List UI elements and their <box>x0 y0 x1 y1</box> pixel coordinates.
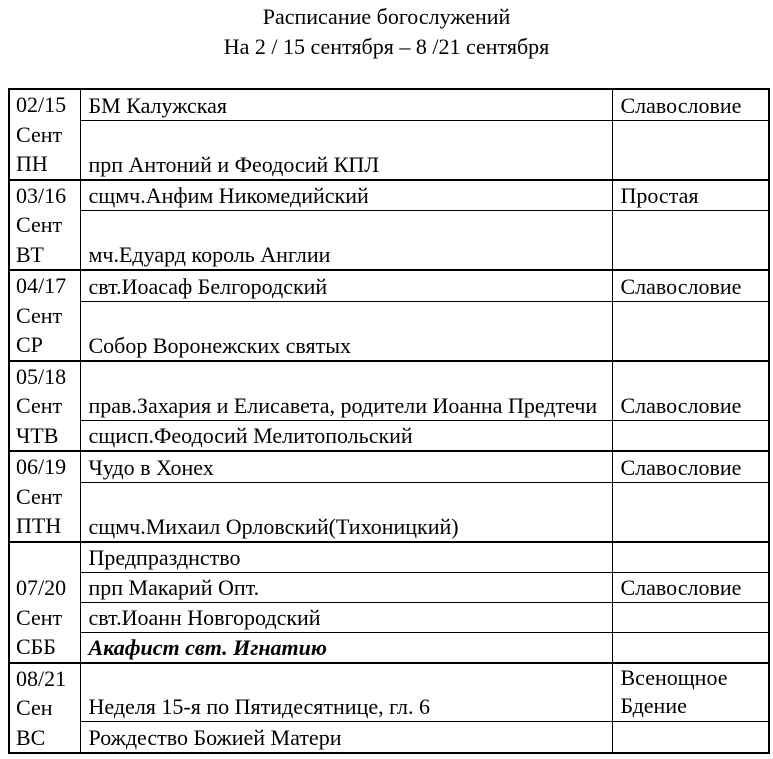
service-cell: Всенощное Бдение <box>612 663 769 722</box>
day-row <box>9 722 769 753</box>
day-weekday: ПН <box>16 151 48 176</box>
service-cell: Славословие <box>612 361 769 421</box>
feast-cell: свт.Иоасаф Белгородский <box>80 270 612 301</box>
feast-cell: Неделя 15-я по Пятидесятнице, гл. 6 <box>80 663 612 722</box>
feast-cell: сщмч.Анфим Никомедийский <box>80 180 612 211</box>
day-weekday: СР <box>16 332 43 357</box>
day-row <box>9 632 769 663</box>
day-date: 08/21 <box>16 665 67 691</box>
day-row <box>9 120 769 179</box>
feast-cell: БМ Калужская <box>80 89 612 120</box>
day-month: Сент <box>16 212 63 237</box>
day-weekday: ВТ <box>16 241 44 267</box>
day-row <box>9 180 769 211</box>
date-range-subtitle: На 2 / 15 сентября – 8 /21 сентября <box>223 34 550 59</box>
schedule-table <box>8 88 770 754</box>
day-row <box>9 270 769 301</box>
feast-cell: Рождество Божией Матери <box>80 722 612 753</box>
feast-cell: Предпразднство <box>80 542 612 573</box>
feast-cell: Чудо в Хонех <box>80 451 612 482</box>
feast-cell: сщмч.Михаил Орловский(Тихоницкий) <box>80 482 612 541</box>
day-date: 04/17 <box>16 273 67 298</box>
day-date: 03/16 <box>16 182 67 208</box>
service-cell-empty <box>612 722 769 753</box>
day-month: Сент <box>16 393 63 418</box>
page-title: Расписание богослужений <box>262 4 511 29</box>
day-date: 02/15 <box>16 92 67 117</box>
day-month: Сент <box>16 483 63 509</box>
feast-cell: свт.Иоанн Новгородский <box>80 602 612 632</box>
day-row <box>9 663 769 722</box>
day-date: 05/18 <box>16 363 67 389</box>
day-date: 06/19 <box>16 454 67 479</box>
day-row <box>9 211 769 270</box>
day-row <box>9 420 769 451</box>
day-date-cell <box>9 89 80 180</box>
day-row <box>9 572 769 602</box>
day-weekday: ЧТВ <box>16 422 59 448</box>
day-month: Сен <box>16 695 53 720</box>
day-weekday: ВС <box>16 724 46 750</box>
day-date: 07/20 <box>16 575 67 600</box>
service-cell-empty <box>612 211 769 270</box>
day-date-cell <box>9 361 80 452</box>
day-date-cell <box>9 451 80 542</box>
feast-cell: сщисп.Феодосий Мелитопольский <box>80 420 612 451</box>
day-date-cell <box>9 663 80 754</box>
service-cell-empty <box>612 602 769 632</box>
service-cell-empty <box>612 120 769 179</box>
day-row <box>9 482 769 541</box>
service-cell: Славословие <box>612 89 769 120</box>
akathist-cell: Акафист свт. Игнатию <box>80 632 612 663</box>
day-weekday: СББ <box>16 634 56 659</box>
day-row <box>9 89 769 120</box>
feast-cell: прп Макарий Опт. <box>80 572 612 602</box>
service-cell-empty <box>612 420 769 451</box>
service-cell-empty <box>612 482 769 541</box>
day-row <box>9 602 769 632</box>
day-row <box>9 361 769 421</box>
day-month: Сент <box>16 121 63 147</box>
day-weekday: ПТН <box>16 513 62 538</box>
service-cell: Простая <box>612 180 769 211</box>
feast-cell: Собор Воронежских святых <box>80 301 612 360</box>
day-row <box>9 451 769 482</box>
day-row <box>9 301 769 360</box>
day-date-cell <box>9 180 80 271</box>
service-cell-empty <box>612 632 769 663</box>
service-cell: Славословие <box>612 572 769 602</box>
service-cell: Славословие <box>612 451 769 482</box>
feast-cell: прп Антоний и Феодосий КПЛ <box>80 120 612 179</box>
day-month: Сент <box>16 604 63 630</box>
day-date-cell <box>9 542 80 663</box>
service-cell-empty <box>612 301 769 360</box>
service-cell: Славословие <box>612 270 769 301</box>
day-month: Сент <box>16 302 63 328</box>
day-date-cell <box>9 270 80 361</box>
feast-cell: прав.Захария и Елисавета, родители Иоанна Предтечи <box>80 361 612 421</box>
service-cell-empty <box>612 542 769 573</box>
day-row <box>9 542 769 573</box>
feast-cell: мч.Едуард король Англии <box>80 211 612 270</box>
